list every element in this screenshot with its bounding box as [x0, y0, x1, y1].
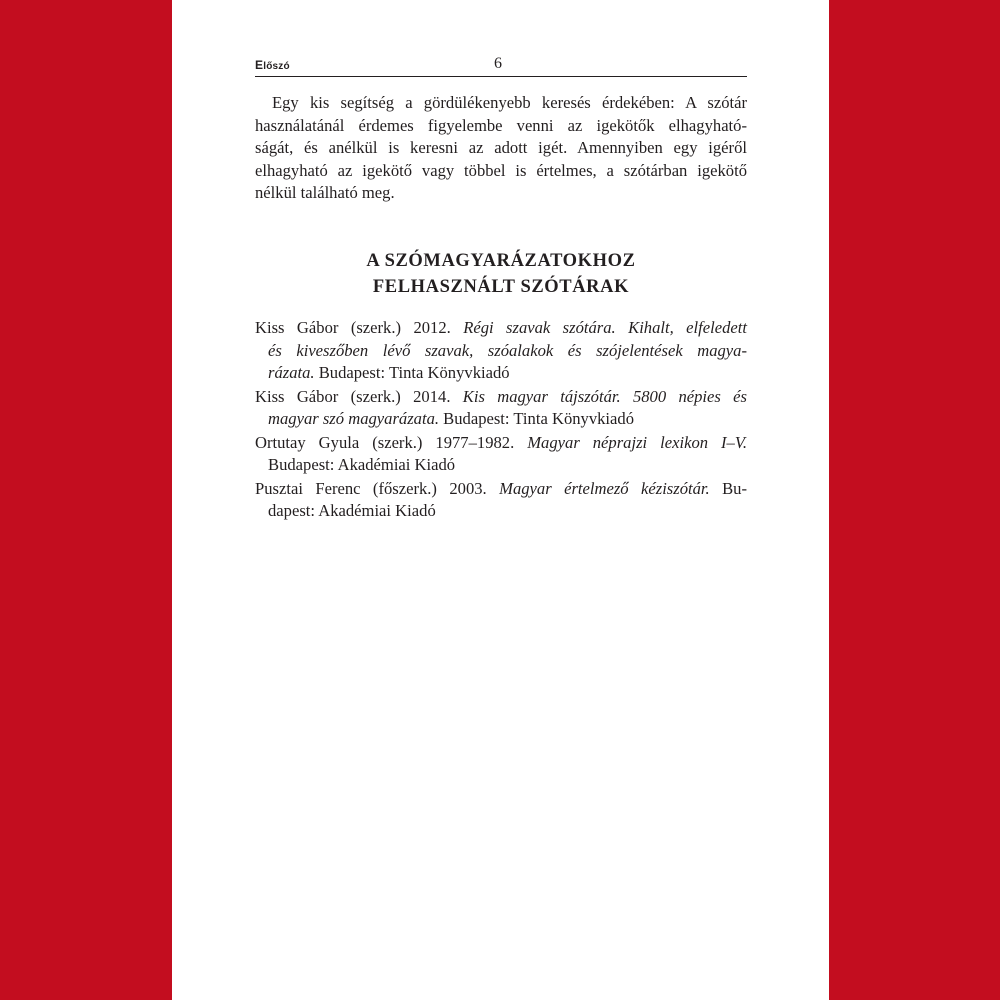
reference-publisher: Budapest: Tinta Könyvkiadó — [439, 409, 634, 428]
reference-line — [255, 317, 747, 340]
reference-line — [255, 454, 747, 477]
intro-line: elhagyható az igekötő vagy többel is értelmes, a szótárban igekötő — [255, 160, 747, 180]
reference-author: Kiss Gábor (szerk.) 2014. — [255, 386, 463, 406]
reference-author: Pusztai Ferenc (főszerk.) 2003. — [255, 478, 500, 498]
reference-entry — [255, 478, 747, 523]
reference-list — [255, 317, 747, 524]
reference-author: Kiss Gábor (szerk.) 2012. — [255, 318, 464, 337]
reference-title: rázata. — [268, 363, 315, 382]
heading-line: A SZÓMAGYARÁZATOKHOZ — [366, 251, 636, 271]
reference-title: Kis magyar tájszótár. 5800 népies és — [462, 386, 747, 406]
reference-line — [255, 340, 747, 363]
reference-title: Magyar értelmező kéziszótár. — [499, 478, 710, 498]
reference-author: Ortutay Gyula (szerk.) 1977–1982. — [255, 432, 528, 452]
page-number: 6 — [494, 55, 502, 72]
reference-publisher: dapest: Akadémiai Kiadó — [268, 501, 436, 520]
intro-line: ságát, és anélkül is keresni az adott igét. Amennyiben egy igéről — [255, 138, 747, 157]
intro-line: használatánál érdemes figyelembe venni az igekötők elhagyható- — [255, 115, 747, 135]
reference-line — [255, 478, 747, 501]
intro-line: Egy kis segítség a gördülékenyebb keresés érdekében: A szótár — [272, 93, 747, 112]
section-heading — [255, 248, 747, 300]
reference-title: Régi szavak szótára. Kihalt, elfeledett — [463, 318, 747, 337]
reference-line — [255, 408, 747, 431]
intro-line: nélkül található meg. — [255, 183, 395, 202]
reference-line — [255, 500, 747, 523]
reference-entry — [255, 317, 747, 385]
reference-entry — [255, 432, 747, 477]
section-name — [255, 58, 290, 72]
section-name-rest: lőszó — [263, 61, 290, 72]
reference-line — [255, 432, 747, 455]
reference-publisher: Budapest: Akadémiai Kiadó — [268, 455, 456, 474]
section-name-initial: E — [255, 58, 264, 72]
running-header — [255, 54, 747, 77]
reference-title: Magyar néprajzi lexikon I–V. — [527, 432, 748, 452]
reference-title: magyar szó magyarázata. — [268, 409, 440, 428]
reference-publisher: Bu- — [709, 478, 748, 498]
reference-line — [255, 386, 747, 409]
heading-line: FELHASZNÁLT SZÓTÁRAK — [372, 277, 630, 297]
reference-publisher: Budapest: Tinta Könyvkiadó — [314, 363, 510, 382]
reference-title: és kiveszőben lévő szavak, szóalakok és szójelentések magya- — [268, 340, 747, 360]
intro-paragraph — [255, 92, 747, 205]
reference-line — [255, 362, 747, 385]
book-page — [172, 0, 829, 1000]
reference-entry — [255, 386, 747, 431]
